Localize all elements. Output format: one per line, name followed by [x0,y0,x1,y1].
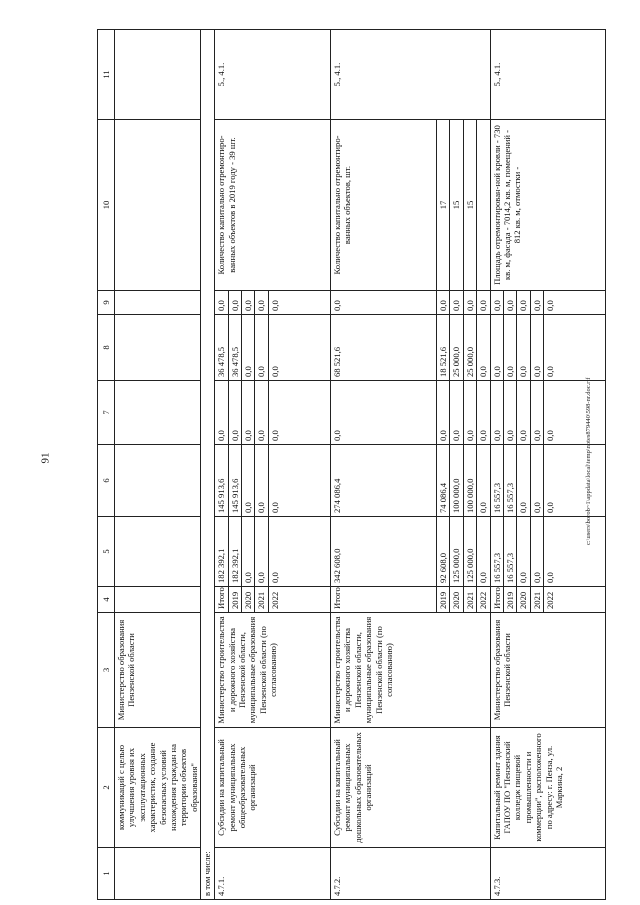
item-indicator: Количество капитально отремонтиро-ванных объектов, шт. [330,120,436,291]
item-ref: 5., 4.1. [330,30,490,120]
item-number: 4.7.3. [490,848,606,900]
amount-total: 16 557,3 [490,517,503,587]
item-ref: 5., 4.1. [215,30,331,120]
year-cell: Итого [490,587,503,613]
item-name: Субсидии на капитальный ремонт муниципальных дошкольных образовательных организаций [330,728,490,848]
table-row: 2022 0,0 0,0 0,0 0,0 0,0 [544,30,606,900]
year-cell: Итого [215,587,228,613]
amount-local: 68 521,6 [330,315,436,381]
table-row: 2019 182 392,1 145 913,6 0,0 36 478,5 0,0 [228,30,241,900]
col-header-11: 11 [98,30,115,120]
item-indicator: Количество капитально отремонтиро-ванных объектов в 2019 году - 39 шт. [215,120,331,291]
footer-file-path: c:\users\borob~1\appdata\local\temp\notes879440\598-nr.doc.rtf [585,377,592,545]
amount-total: 342 608,0 [330,517,436,587]
program-table [97,29,606,900]
table-row: 2019 16 557,3 16 557,3 0,0 0,0 0,0 [503,30,516,900]
amount-total: 182 392,1 [215,517,228,587]
table-row: 2021 0,0 0,0 0,0 0,0 0,0 [530,30,543,900]
amount-federal: 0,0 [490,381,503,445]
item-ref: 5., 4.1. [490,30,606,120]
intro-row [115,30,201,900]
item-name: Субсидии на капитальный ремонт муниципальных общеобразовательных организаций [215,728,331,848]
col-header-1: 1 [98,848,115,900]
col-header-4: 4 [98,587,115,613]
amount-federal: 0,0 [215,381,228,445]
table-row: 2022 0,0 0,0 0,0 0,0 0,0 [268,30,330,900]
item-executor: Министерство образования Пензенской области [490,613,606,728]
col-header-8: 8 [98,315,115,381]
amount-regional: 145 913,6 [215,445,228,517]
indicator-value: 15 [450,120,463,291]
col-header-7: 7 [98,381,115,445]
col-header-2: 2 [98,728,115,848]
col-header-10: 10 [98,120,115,291]
amount-other: 0,0 [490,291,503,315]
table-row: 2021 125 000,0 100 000,0 0,0 25 000,0 0,0 15 [463,30,476,900]
indicator-value: 15 [463,120,476,291]
item-executor: Министерство строительства и дорожного хозяйства Пензенской области, муниципальные образования Пензенской области (по согласованию) [330,613,490,728]
amount-federal: 0,0 [330,381,436,445]
col-header-3: 3 [98,613,115,728]
amount-other: 0,0 [215,291,228,315]
amount-local: 36 478,5 [215,315,228,381]
year-cell: Итого [330,587,436,613]
amount-other: 0,0 [330,291,436,315]
table-row [215,30,228,900]
rotated-table-sheet [97,30,589,900]
item-number: 4.7.1. [215,848,331,900]
table-row: 2020 0,0 0,0 0,0 0,0 0,0 [242,30,255,900]
amount-regional: 16 557,3 [490,445,503,517]
item-indicator: Площадь отремонтирован-ной кровли - 730 кв. м, фасада - 7014,2 кв. м, помещений - 812 кв. м, отмостки - [490,120,606,291]
table-row: 2020 125 000,0 100 000,0 0,0 25 000,0 0,0 15 [450,30,463,900]
section-label-row [201,30,215,900]
intro-executor: Министерство образования Пензенской области [115,613,201,728]
indicator-value [477,120,490,291]
item-number: 4.7.2. [330,848,490,900]
item-executor: Министерство строительства и дорожного хозяйства Пензенской области, муниципальные образования Пензенской области (по согласованию) [215,613,331,728]
amount-local: 0,0 [490,315,503,381]
col-header-6: 6 [98,445,115,517]
page-number: 91 [39,452,52,464]
intro-num-cell [115,848,201,900]
amount-regional: 274 086,4 [330,445,436,517]
intro-text: коммуникаций с целью улучшения уровня их эксплуатационных характеристик, создание безопасных условий нахождения граждан на территории объектов образования" [115,728,201,848]
table-row: 2021 0,0 0,0 0,0 0,0 0,0 [255,30,268,900]
col-header-9: 9 [98,291,115,315]
item-name: Капитальный ремонт здания ГАПОУ ПО "Пензенский колледж пищевой промышленности и коммерции", расположенного по адресу: г. Пенза, ул. Маркина, 2 [490,728,606,848]
table-row [490,30,503,900]
table-row: 2019 92 608,0 74 086,4 0,0 18 521,6 0,0 17 [436,30,449,900]
table-row [330,30,436,900]
indicator-value: 17 [436,120,449,291]
table-row: 2022 0,0 0,0 0,0 0,0 0,0 [477,30,490,900]
col-header-5: 5 [98,517,115,587]
table-row: 2020 0,0 0,0 0,0 0,0 0,0 [517,30,530,900]
column-number-row [98,30,115,900]
section-label: в том числе: [201,30,215,900]
